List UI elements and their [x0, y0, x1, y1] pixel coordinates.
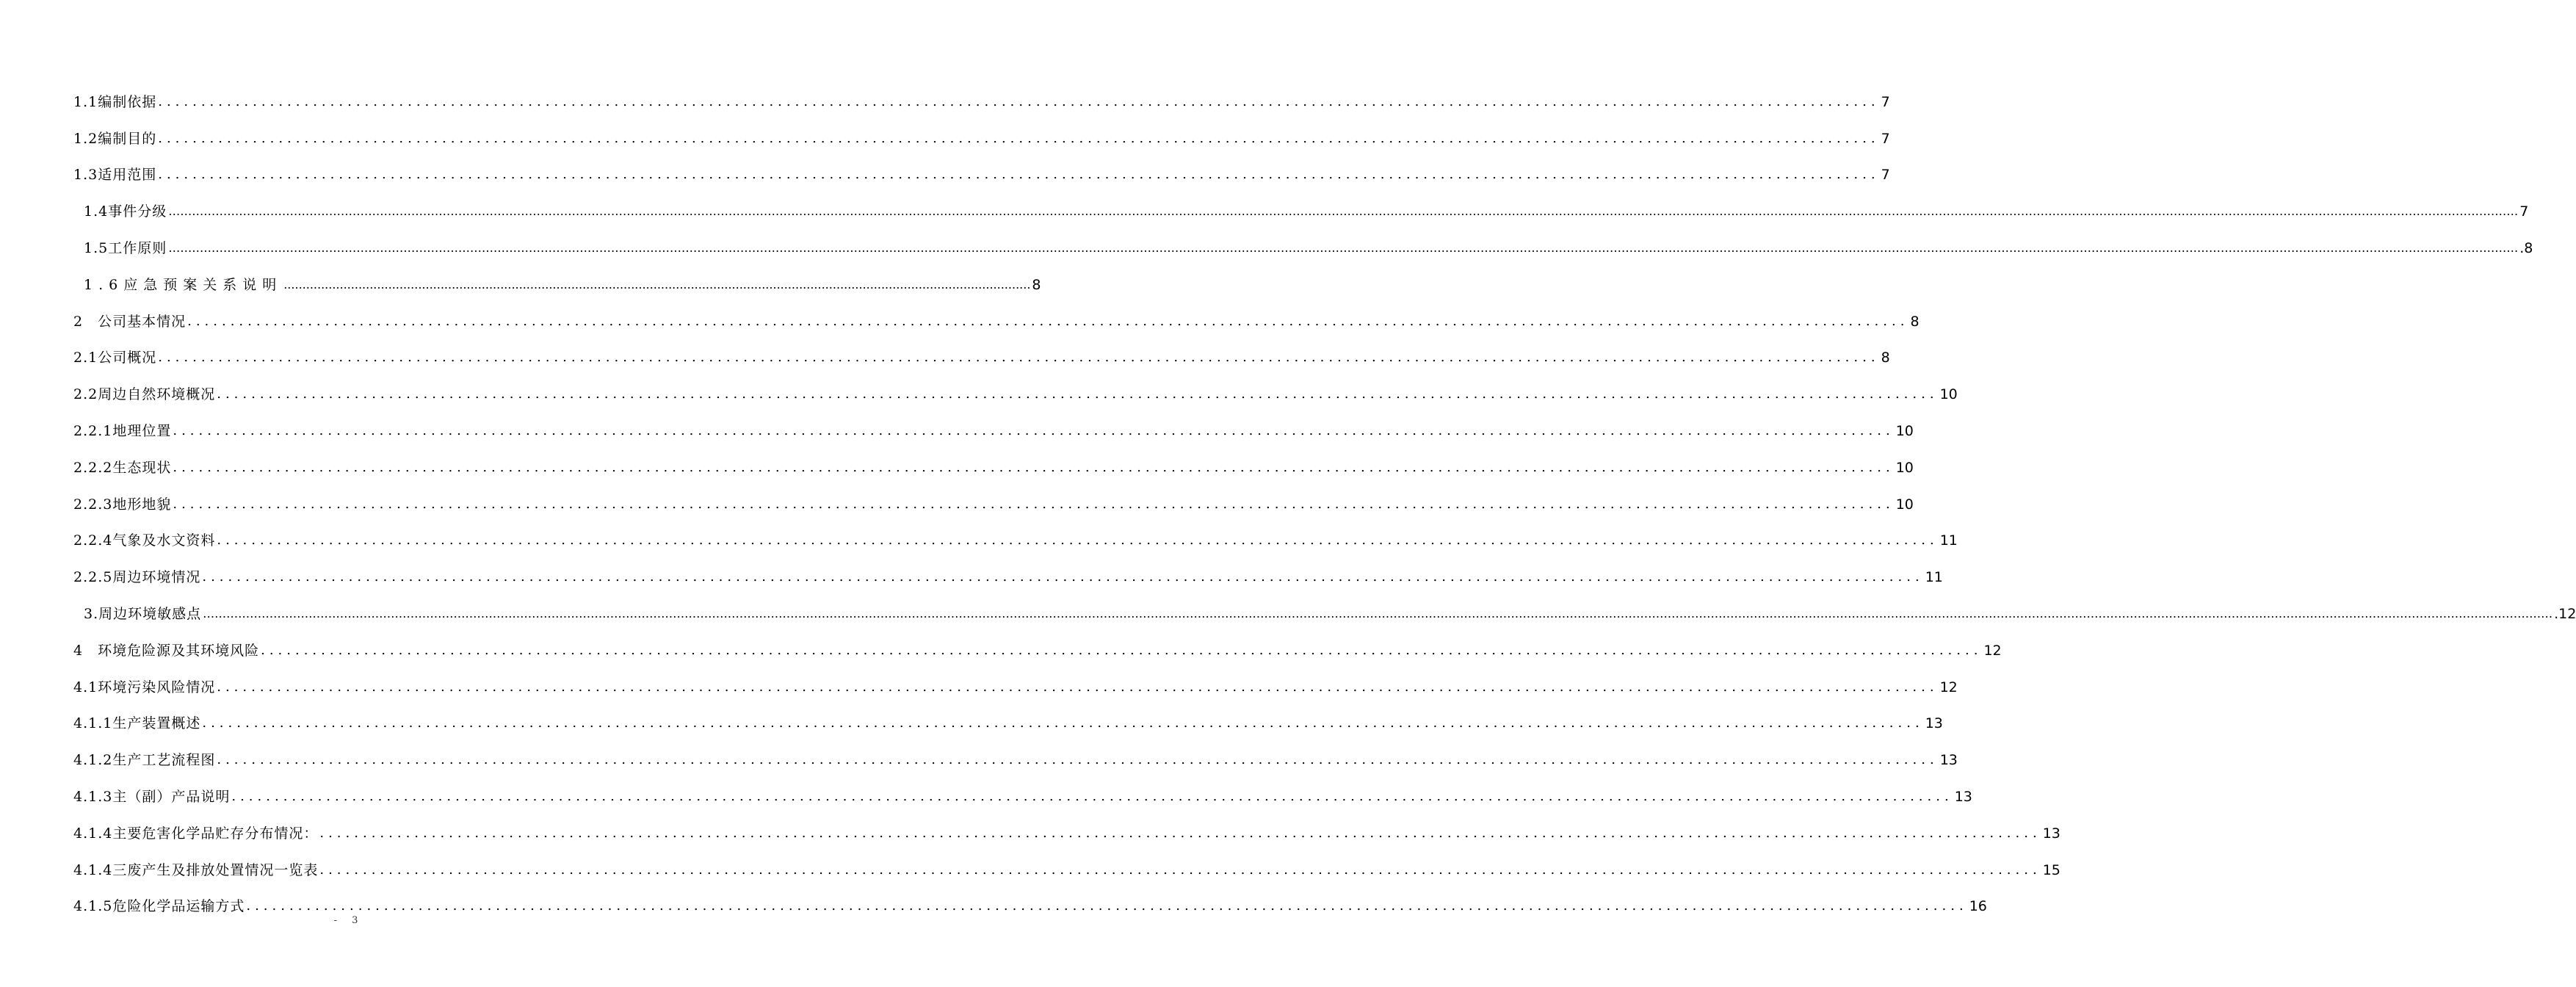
toc-entry[interactable] — [73, 476, 1914, 513]
toc-entry-page-number: 12 — [1983, 642, 2002, 659]
toc-entry-page-number: 10 — [1939, 386, 1958, 403]
toc-entry-title: 1.6应急预案关系说明 — [84, 276, 283, 293]
toc-dot-leader: ........................................................................................................................................................................................................ — [261, 642, 1983, 658]
toc-dot-leader: ........................................................................................................................................................................................................ — [217, 386, 1939, 402]
toc-dot-leader: ........................................................................................................................................................................................................ — [158, 93, 1880, 109]
toc-entry[interactable] — [73, 513, 1958, 549]
toc-entry[interactable] — [73, 256, 1041, 293]
toc-entry-page-number: 8 — [1910, 313, 1920, 330]
toc-dot-leader: ........................................................................................................................................................................................................ — [217, 532, 1939, 549]
toc-entry-title: 2 公司基本情况 — [73, 313, 187, 330]
toc-entry-title: 4.1.3主（副）产品说明 — [73, 788, 231, 805]
toc-dot-leader: ........................................................................................................................................................................................................ — [319, 825, 2041, 841]
toc-dot-leader: ........................................................................................................................................................................................................ — [187, 313, 1909, 329]
toc-dot-leader: ........................................................................................................................................................................................................ — [246, 898, 1968, 914]
toc-entry[interactable] — [73, 366, 1958, 403]
toc-dot-leader: …………………………………………………………………………………………………………………………………………………………………………………………………………………………………………………………………………………………………………………………………………………………………………………………………………………………………………………………………………………………………………………………………………………… — [203, 606, 2553, 621]
toc-entry[interactable] — [73, 183, 2529, 220]
toc-dot-leader: ........................................................................................................................................................................................................ — [202, 715, 1924, 731]
toc-entry-title: 2.1公司概况 — [73, 350, 157, 366]
toc-entry-page-number: 10 — [1895, 459, 1914, 476]
toc-dot-leader: ........................................................................................................................................................................................................ — [158, 350, 1880, 366]
toc-entry-title: 1.3适用范围 — [73, 167, 157, 184]
toc-entry-page-number: 13 — [1954, 788, 1972, 805]
toc-entry-title: 4.1.2生产工艺流程图 — [73, 752, 216, 769]
toc-entry-title: 1.5工作原则 — [84, 239, 167, 256]
toc-dot-leader: ........................................................................................................................................................................................................ — [202, 569, 1924, 585]
toc-dot-leader: ........................................................................................................................................................................................................ — [158, 130, 1880, 146]
toc-entry[interactable] — [73, 330, 1890, 366]
toc-entry-page-number: 13 — [2042, 825, 2061, 842]
toc-entry[interactable] — [73, 549, 1943, 586]
toc-entry[interactable] — [73, 878, 1987, 915]
toc-entry-page-number: 13 — [1925, 715, 1943, 732]
toc-entry-title: 4.1.4主要危害化学品贮存分布情况： — [73, 825, 319, 842]
toc-dot-leader: …………………………………………………………………………………………………………………………………………………………………………………………………………………………………………………………………………………………………………………………………………………………………………………………………………………………………………………………………………………………………………………………………………………… — [168, 204, 2519, 219]
toc-entry-page-number: 10 — [1895, 422, 1914, 439]
toc-entry[interactable] — [73, 220, 2533, 256]
toc-entry[interactable] — [73, 768, 1972, 805]
toc-entry-page-number: .8 — [2519, 239, 2533, 256]
toc-entry[interactable] — [73, 73, 1890, 110]
toc-entry-title: 1.2编制目的 — [73, 130, 157, 147]
toc-entry-title: 2.2.5周边环境情况 — [73, 569, 201, 586]
toc-entry-title: 2.2.4气象及水文资料 — [73, 532, 216, 549]
table-of-contents — [73, 73, 2576, 915]
toc-entry-page-number: 10 — [1895, 496, 1914, 513]
toc-entry-title: 4 环境危险源及其环境风险 — [73, 642, 260, 659]
toc-entry-page-number: 8 — [1881, 350, 1890, 366]
toc-dot-leader: ........................................................................................................................................................................................................ — [173, 422, 1895, 438]
toc-entry[interactable] — [73, 695, 1943, 732]
toc-entry[interactable] — [73, 585, 2576, 622]
toc-entry-title: 2.2.1地理位置 — [73, 422, 172, 439]
toc-entry[interactable] — [73, 110, 1890, 147]
toc-dot-leader: ........................................................................................................................................................................................................ — [217, 679, 1939, 695]
toc-entry-page-number: 7 — [1881, 130, 1890, 147]
toc-entry-page-number: 7 — [1881, 167, 1890, 184]
toc-dot-leader: ........................................................................................................................................................................................................ — [231, 788, 1953, 804]
toc-dot-leader: ........................................................................................................................................................................................................ — [319, 861, 2041, 878]
toc-entry-title: 3.周边环境敏感点 — [84, 605, 202, 622]
toc-dot-leader: ........................................................................................................................................................................................................ — [283, 277, 1031, 292]
toc-entry-page-number: 13 — [1939, 752, 1958, 769]
toc-entry[interactable] — [73, 731, 1958, 769]
toc-entry[interactable] — [73, 293, 1920, 330]
toc-dot-leader: …………………………………………………………………………………………………………………………………………………………………………………………………………………………………………………………………………………………………………………………………………………………………………………………………………………………………………………………………………………………………………………………………………………… — [168, 240, 2519, 255]
toc-entry-page-number: 7 — [2519, 203, 2529, 220]
toc-entry-title: 1.1编制依据 — [73, 93, 157, 110]
toc-entry[interactable] — [73, 622, 2002, 659]
toc-entry-page-number: 11 — [1925, 569, 1943, 586]
toc-entry-title: 2.2.3地形地貌 — [73, 496, 172, 513]
toc-entry[interactable] — [73, 147, 1890, 184]
page-number: - 3 — [333, 915, 364, 926]
toc-dot-leader: ........................................................................................................................................................................................................ — [217, 752, 1939, 768]
toc-entry-page-number: 7 — [1881, 93, 1890, 110]
toc-entry-page-number: 16 — [1969, 898, 1987, 915]
toc-entry-title: 4.1.5危险化学品运输方式 — [73, 898, 245, 915]
toc-entry[interactable] — [73, 805, 2061, 842]
toc-entry-title: 4.1.1生产装置概述 — [73, 715, 201, 732]
toc-entry-title: 1.4事件分级 — [84, 203, 167, 220]
toc-entry-page-number: 8 — [1032, 276, 1041, 293]
toc-entry-title: 2.2周边自然环境概况 — [73, 386, 216, 403]
toc-entry[interactable] — [73, 842, 2061, 878]
toc-dot-leader: ........................................................................................................................................................................................................ — [173, 459, 1895, 475]
toc-entry-title: 4.1环境污染风险情况 — [73, 679, 216, 695]
toc-entry[interactable] — [73, 402, 1914, 439]
toc-dot-leader: ........................................................................................................................................................................................................ — [158, 167, 1880, 183]
toc-entry-title: 2.2.2生态现状 — [73, 459, 172, 476]
toc-entry-title: 4.1.4三废产生及排放处置情况一览表 — [73, 861, 319, 878]
toc-entry[interactable] — [73, 659, 1958, 695]
toc-dot-leader: ........................................................................................................................................................................................................ — [173, 496, 1895, 512]
toc-entry[interactable] — [73, 439, 1914, 476]
toc-entry-page-number: .12 — [2554, 605, 2576, 622]
toc-entry-page-number: 15 — [2042, 861, 2061, 878]
toc-entry-page-number: 12 — [1939, 679, 1958, 695]
toc-entry-page-number: 11 — [1939, 532, 1958, 549]
